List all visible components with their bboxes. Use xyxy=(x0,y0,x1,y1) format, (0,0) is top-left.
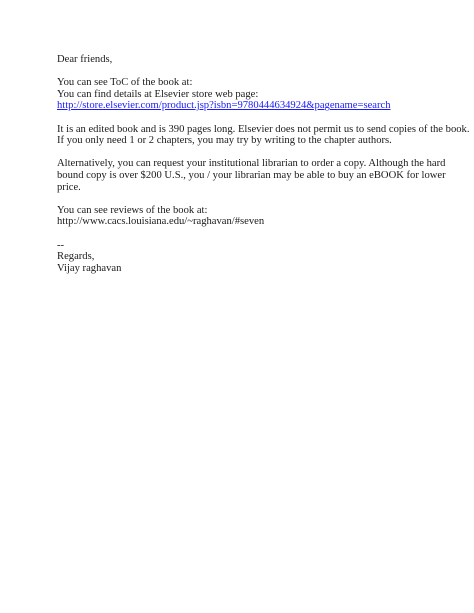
letter-body xyxy=(57,54,470,274)
paragraph-3-line-2: bound copy is over $200 U.S., you / your librarian may be able to buy an eBOOK for lower xyxy=(57,169,446,181)
paragraph-3-line-1: Alternatively, you can request your institutional librarian to order a copy. Although the hard xyxy=(57,158,446,170)
paragraph-3-line-3: price. xyxy=(57,181,81,193)
paragraph-gap xyxy=(57,193,457,205)
regards: Regards, xyxy=(57,251,95,263)
paragraph-gap xyxy=(57,147,457,159)
paragraph-2-line-2: If you only need 1 or 2 chapters, you may try by writing to the chapter authors. xyxy=(57,135,392,147)
reviews-url: http://www.cacs.louisiana.edu/~raghavan/#seven xyxy=(57,216,265,228)
paragraph-gap xyxy=(57,228,457,240)
paragraph-gap xyxy=(57,66,457,78)
paragraph-gap xyxy=(57,112,457,124)
greeting: Dear friends, xyxy=(57,54,113,65)
paragraph-2-line-1: It is an edited book and is 390 pages long. Elsevier does not permit us to send copies of the book. xyxy=(57,123,470,135)
reviews-line: You can see reviews of the book at: xyxy=(57,204,208,216)
details-line: You can find details at Elsevier store web page: xyxy=(57,88,259,100)
toc-line: You can see ToC of the book at: xyxy=(57,77,193,89)
elsevier-store-link[interactable]: http://store.elsevier.com/product.jsp?isbn=9780444634924&pagename=search xyxy=(57,100,391,112)
signer-name: Vijay raghavan xyxy=(57,262,122,274)
signature-separator: -- xyxy=(57,239,65,251)
